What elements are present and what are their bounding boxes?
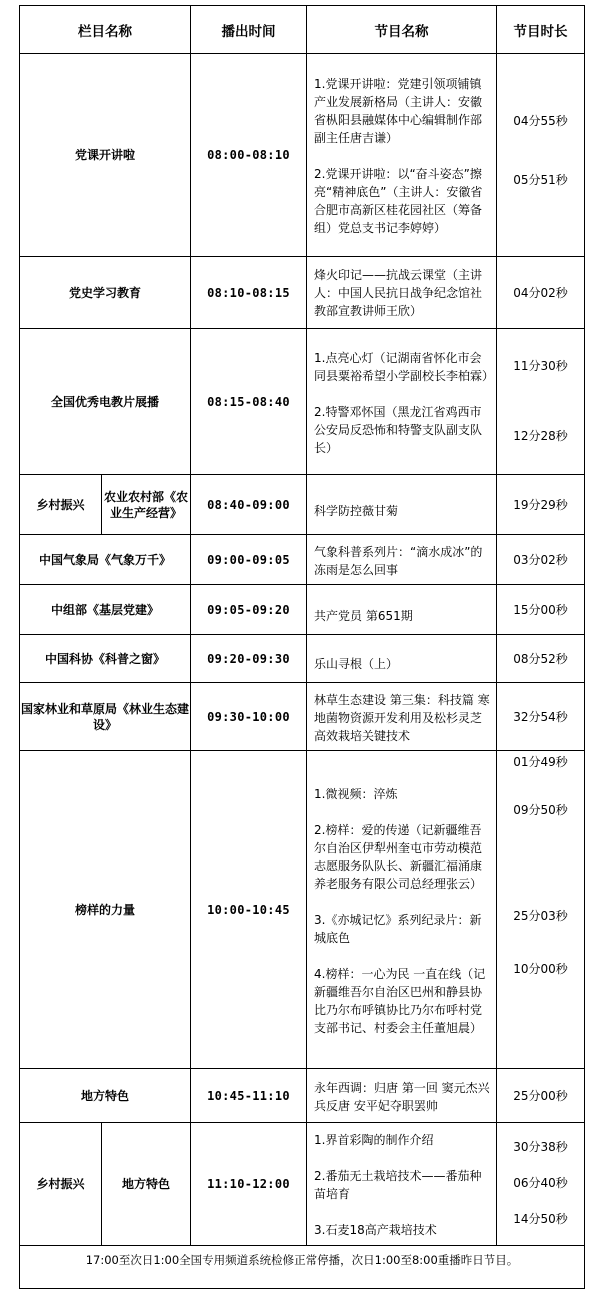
program-item: 1.界首彩陶的制作介绍 xyxy=(314,1133,434,1147)
air-time: 09:05-09:20 xyxy=(191,585,307,635)
table-row xyxy=(20,585,585,635)
duration-cell xyxy=(497,751,585,1069)
program-cell xyxy=(307,635,497,683)
duration: 25分03秒 xyxy=(513,909,568,923)
table-row xyxy=(20,54,585,257)
column-name: 榜样的力量 xyxy=(20,751,191,1069)
program-item: 2.番茄无土栽培技术——番茄种苗培育 xyxy=(314,1169,482,1201)
program-item: 乐山寻根（上） xyxy=(314,656,399,671)
table-row xyxy=(20,1069,585,1123)
column-name: 党课开讲啦 xyxy=(20,54,191,257)
duration: 12分28秒 xyxy=(513,428,568,443)
program-cell xyxy=(307,683,497,751)
duration: 05分51秒 xyxy=(513,173,568,187)
column-name: 地方特色 xyxy=(20,1069,191,1123)
program-item: 永年西调：归唐 第一回 窦元杰兴兵反唐 安平妃夺职罢帅 xyxy=(314,1080,490,1113)
footer-note: 17:00至次日1:00全国专用频道系统检修正常停播，次日1:00至8:00重播昨日节目。 xyxy=(20,1246,585,1289)
duration: 03分02秒 xyxy=(497,535,585,585)
column-name: 地方特色 xyxy=(102,1123,191,1246)
duration: 06分40秒 xyxy=(513,1176,568,1190)
program-item: 2.榜样：爱的传递（记新疆维吾尔自治区伊犁州奎屯市劳动模范志愿服务队队长、新疆汇福涌康养老服务有限公司总经理张云） xyxy=(314,823,483,891)
program-cell xyxy=(307,1123,497,1246)
duration: 15分00秒 xyxy=(497,585,585,635)
column-name: 中国气象局《气象万千》 xyxy=(20,535,191,585)
program-item: 2.党课开讲啦：以“奋斗姿态”擦亮“精神底色”（主讲人：安徽省合肥市高新区桂花园社区（筹备组）党总支书记李婷婷） xyxy=(314,166,483,235)
header-program-name: 节目名称 xyxy=(307,6,497,54)
duration: 08分52秒 xyxy=(497,635,585,683)
table-row xyxy=(20,635,585,683)
schedule-table xyxy=(19,5,585,1289)
program-item: 4.榜样：一心为民 一直在线（记新疆维吾尔自治区巴州和静县协比乃尔布呼镇协比乃尔布呼村党支部书记、村委会主任董旭晨） xyxy=(314,967,486,1035)
table-row xyxy=(20,329,585,475)
air-time: 09:20-09:30 xyxy=(191,635,307,683)
program-cell xyxy=(307,257,497,329)
program-item: 3.石麦18高产栽培技术 xyxy=(314,1223,437,1237)
air-time: 08:00-08:10 xyxy=(191,54,307,257)
column-name: 国家林业和草原局《林业生态建设》 xyxy=(20,683,191,751)
program-cell xyxy=(307,54,497,257)
column-name: 中国科协《科普之窗》 xyxy=(20,635,191,683)
header-row xyxy=(20,6,585,54)
duration: 30分38秒 xyxy=(513,1140,568,1154)
air-time: 08:15-08:40 xyxy=(191,329,307,475)
program-item: 林草生态建设 第三集：科技篇 寒地菌物资源开发利用及松杉灵芝高效栽培关键技术 xyxy=(314,692,490,743)
air-time: 09:00-09:05 xyxy=(191,535,307,585)
air-time: 11:10-12:00 xyxy=(191,1123,307,1246)
table-row xyxy=(20,257,585,329)
program-cell xyxy=(307,751,497,1069)
duration: 25分00秒 xyxy=(497,1069,585,1123)
duration: 10分00秒 xyxy=(513,962,568,976)
table-row xyxy=(20,475,585,535)
column-category: 乡村振兴 xyxy=(20,1123,102,1246)
program-item: 1.点亮心灯（记湖南省怀化市会同县粟裕希望小学副校长李柏霖） xyxy=(314,350,495,383)
column-name: 全国优秀电教片展播 xyxy=(20,329,191,475)
program-cell xyxy=(307,1069,497,1123)
duration: 19分29秒 xyxy=(497,475,585,535)
duration-cell xyxy=(497,54,585,257)
program-cell xyxy=(307,475,497,535)
table-row xyxy=(20,683,585,751)
program-cell xyxy=(307,535,497,585)
column-category: 乡村振兴 xyxy=(20,475,102,535)
air-time: 08:40-09:00 xyxy=(191,475,307,535)
duration: 01分49秒 xyxy=(513,755,568,769)
duration: 32分54秒 xyxy=(497,683,585,751)
program-item: 1.党课开讲啦：党建引领项铺镇产业发展新格局（主讲人：安徽省枞阳县融媒体中心编辑制作部副主任唐吉谦） xyxy=(314,76,483,145)
header-duration: 节目时长 xyxy=(497,6,585,54)
duration: 14分50秒 xyxy=(513,1212,568,1226)
header-air-time: 播出时间 xyxy=(191,6,307,54)
duration-cell xyxy=(497,329,585,475)
duration: 04分02秒 xyxy=(497,257,585,329)
program-item: 1.微视频：淬炼 xyxy=(314,787,398,801)
footer-row xyxy=(20,1246,585,1289)
duration: 11分30秒 xyxy=(513,358,568,373)
air-time: 10:00-10:45 xyxy=(191,751,307,1069)
program-item: 烽火印记——抗战云课堂（主讲人：中国人民抗日战争纪念馆社教部宣教讲师王欣） xyxy=(314,268,483,318)
air-time: 08:10-08:15 xyxy=(191,257,307,329)
program-item: 共产党员 第651期 xyxy=(314,608,413,623)
program-item: 科学防控薇甘菊 xyxy=(314,503,399,518)
program-item: 3.《亦城记忆》系列纪录片：新城底色 xyxy=(314,913,482,945)
column-name: 中组部《基层党建》 xyxy=(20,585,191,635)
duration-cell xyxy=(497,1123,585,1246)
table-row xyxy=(20,1123,585,1246)
program-cell xyxy=(307,329,497,475)
program-cell xyxy=(307,585,497,635)
air-time: 09:30-10:00 xyxy=(191,683,307,751)
air-time: 10:45-11:10 xyxy=(191,1069,307,1123)
table-row xyxy=(20,535,585,585)
program-item: 2.特警邓怀国（黑龙江省鸡西市公安局反恐怖和特警支队副支队长） xyxy=(314,404,483,455)
column-name: 农业农村部《农业生产经营》 xyxy=(102,475,191,535)
header-column-name: 栏目名称 xyxy=(20,6,191,54)
program-item: 气象科普系列片：“滴水成冰”的冻雨是怎么回事 xyxy=(314,544,483,577)
duration: 04分55秒 xyxy=(513,114,568,128)
table-row xyxy=(20,751,585,1069)
column-name: 党史学习教育 xyxy=(20,257,191,329)
duration: 09分50秒 xyxy=(513,803,568,817)
